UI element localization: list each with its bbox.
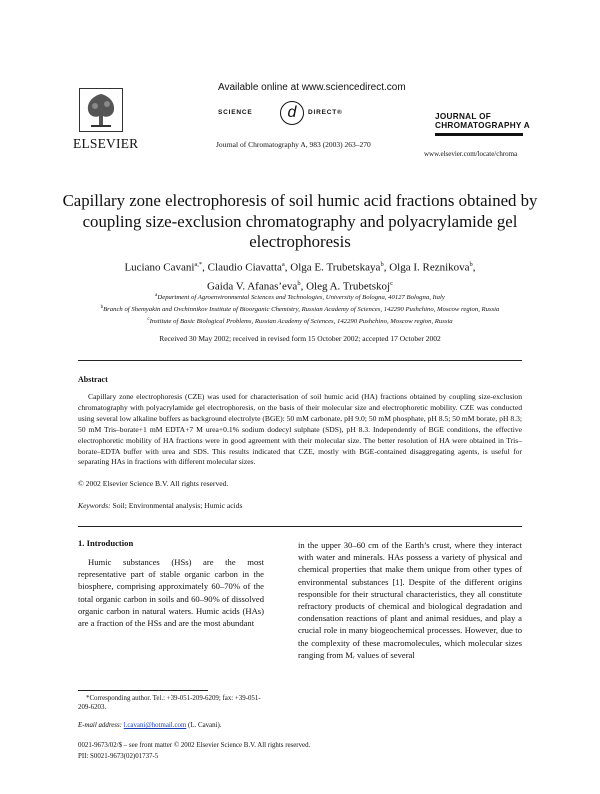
issn-line: 0021-9673/02/$ – see front matter © 2002 Elsevier Science B.V. All rights reserved. (78, 742, 311, 749)
section-heading: 1. Introduction (78, 538, 134, 548)
intro-right-column: in the upper 30–60 cm of the Earth’s crust, where they interact with water and minerals. HAs possess a variety of physical and chemical properties that make them unique from other types of environmental substances [1]. Despite of the different origins responsible for their structural characteristics, they all constitute refractory products of chemical and biological degradation and condensation reactions of plant and animal residues, and play a crucial role in many biogeochemical processes. However, due to the complexity of these macromolecules, which molecular sizes ranging from Mᵣ values of several (298, 540, 522, 660)
author-sup: b (297, 280, 301, 288)
affiliation-a (80, 291, 520, 303)
email-suffix: (L. Cavani). (188, 722, 222, 729)
email-label: E-mail address: (78, 722, 122, 729)
author-sup: c (390, 280, 393, 288)
affiliation-text: Branch of Shemyakin and Ovchinnikov Institute of Bioorganic Chemistry, Russian Academy of Sciences, 142290 Pushchino, Moscow region, Russia (103, 306, 500, 314)
footnote-divider (78, 690, 208, 691)
sd-at-symbol: d (280, 101, 304, 125)
pii-line: PII: S0021-9673(02)01737-5 (78, 753, 159, 760)
email-line (78, 722, 264, 729)
author-list: Luciano Cavani$^{a,*}$, Claudio Ciavatta$^a$, Olga E. Trubetskaya$^b$, Olga I. Reznikova$^b$, Gaida V. Afanas’eva$^b$, Oleg A. Trubetskoj$^c$ (124, 261, 476, 293)
intro-left-column: Humic substances (HSs) are the most representative part of stable organic carbon in the biosphere, comprising approximately 60–70% of the total organic carbon in soils and 60–90% of dissolved organic carbon in natural waters. Humic acids (HAs) are a fraction of the HSs and are the most abundant (78, 557, 264, 629)
keywords-label: Keywords: (78, 501, 111, 510)
author-name: Gaida V. Afanas’eva (206, 280, 298, 293)
author-name: Oleg A. Trubetskoj (306, 280, 391, 293)
author-name: Luciano Cavani (124, 261, 195, 274)
sd-left-text: SCIENCE (218, 109, 253, 116)
journal-title-line1: JOURNAL OF (435, 112, 492, 121)
affiliation-text: Institute of Basic Biological Problems, Russian Academy of Sciences, 142290 Pushchino, Moscow region, Russia (149, 318, 453, 326)
author-sup: a,* (194, 261, 203, 268)
author-sup: a (281, 261, 285, 268)
article-title: Capillary zone electrophoresis of soil humic acid fractions obtained by coupling size-exclusion chromatography and polyacrylamide gel electrophoresis (62, 191, 538, 251)
affiliation-b (80, 303, 520, 315)
author-name: Claudio Ciavatta (207, 261, 282, 274)
journal-title-bar (435, 133, 523, 136)
sciencedirect-logo (218, 101, 378, 127)
journal-title-line2: CHROMATOGRAPHY A (435, 121, 531, 130)
divider (78, 526, 522, 527)
journal-citation: Journal of Chromatography A, 983 (2003) 263–270 (216, 140, 371, 149)
author-sup: b (469, 261, 473, 268)
keywords-list: Soil; Environmental analysis; Humic acids (112, 501, 243, 510)
journal-url[interactable]: www.elsevier.com/locate/chroma (424, 150, 518, 158)
divider (78, 360, 522, 361)
abstract-body: Capillary zone electrophoresis (CZE) was used for characterisation of soil humic acid (HA) fractions obtained by coupling size-exclusion chromatography with polyacrylamide gel electrophoresis, on the basis of their molecular size and electrophoretic mobility. CZE was conducted using several low alkaline buffers as background electrolyte (BGE): 50 mM carbonate, pH 9.0; 50 mM phosphate, pH 8.5; 50 mM borate, pH 8.3; 50 mM Tris–borate+1 mM EDTA+7 M urea+0.1% sodium dodecyl sulphate (SDS), pH 8.3. Independently of BGE conditions, the effective electrophoretic mobility of HA fractions were in good agreement with their molecular size. The better resolution of HA were obtained in Tris–borate–EDTA buffer with urea and SDS. This results indicated that CZE, mostly with BGE-contained disaggregating agents, is useful for separating HAs in fractions with different molecular sizes. (78, 392, 522, 467)
sd-right-text: DIRECT® (308, 109, 343, 116)
affiliation-sup: b (100, 305, 104, 311)
email-link[interactable]: l.cavani@hotmail.com (123, 722, 187, 729)
author-sup: b (380, 261, 384, 268)
author-name: Olga E. Trubetskaya (290, 261, 381, 274)
keywords (78, 501, 242, 510)
available-online[interactable]: Available online at www.sciencedirect.com (218, 82, 406, 93)
affiliation-sup: c (147, 317, 150, 323)
received-dates: Received 30 May 2002; received in revised form 15 October 2002; accepted 17 October 2002 (159, 334, 441, 343)
affiliation-c (80, 315, 520, 327)
author-name: Olga I. Reznikova (389, 261, 470, 274)
affiliation-text: Department of Agroenvironmental Sciences and Technologies, University of Bologna, 40127 Bologna, Italy (157, 294, 445, 302)
affiliation-sup: a (155, 293, 158, 298)
publisher-name: ELSEVIER (73, 136, 139, 151)
abstract-copyright: © 2002 Elsevier Science B.V. All rights reserved. (78, 479, 229, 488)
affiliations (80, 291, 520, 328)
elsevier-tree-logo (79, 88, 123, 132)
journal-title (435, 112, 547, 130)
abstract-heading: Abstract (78, 375, 108, 384)
corresponding-author-note: *Corresponding author. Tel.: +39-051-209-6209; fax: +39-051-209-6203. (78, 695, 261, 712)
